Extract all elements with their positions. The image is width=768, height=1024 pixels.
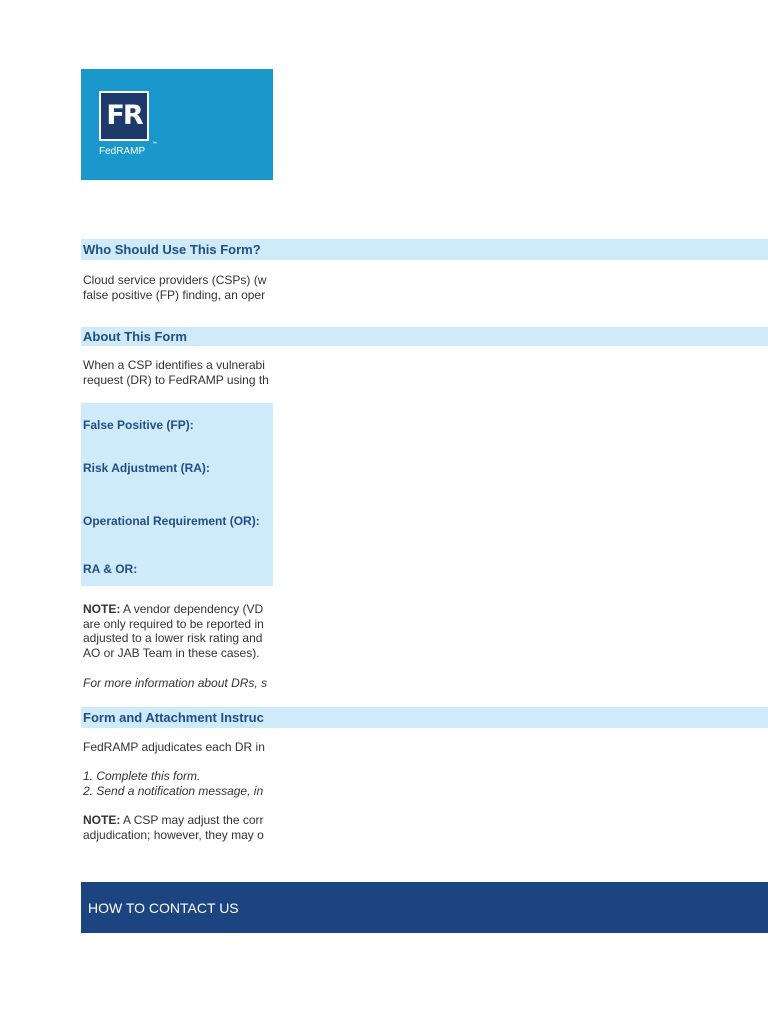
note-text: A CSP may adjust the corr: [120, 813, 264, 827]
definition-term-ra-or: RA & OR:: [83, 562, 138, 576]
how-to-contact-us-heading: HOW TO CONTACT US: [88, 899, 239, 916]
fedramp-logo-mark: FR: [99, 91, 149, 141]
about-text-line: When a CSP identifies a vulnerabi: [83, 358, 265, 372]
instructions-intro: FedRAMP adjudicates each DR in: [83, 740, 265, 754]
definition-term-fp: False Positive (FP):: [83, 418, 194, 432]
instructions-note: [83, 813, 273, 842]
instructions-steps: [83, 769, 273, 798]
vendor-dependency-note: [83, 602, 273, 660]
about-text: [83, 358, 273, 387]
contact-bar: [81, 882, 768, 933]
definitions-panel: [81, 403, 273, 586]
note-text-line: adjudication; however, they may o: [83, 827, 264, 842]
note-text-line: are only required to be reported in: [83, 616, 264, 631]
section-header-instructions: [81, 707, 768, 728]
section-title-about: About This Form: [83, 329, 187, 344]
instruction-step: 2. Send a notification message, in: [83, 783, 264, 798]
fedramp-logo: [81, 69, 273, 180]
who-text-line: false positive (FP) finding, an oper: [83, 287, 266, 302]
section-header-about: [81, 327, 768, 346]
about-text-line: request (DR) to FedRAMP using th: [83, 372, 269, 387]
note-text: A vendor dependency (VD: [120, 602, 264, 616]
definition-term-ra: Risk Adjustment (RA):: [83, 461, 210, 475]
note-label: NOTE:: [83, 602, 121, 616]
note-label: NOTE:: [83, 813, 121, 827]
instruction-step: 1. Complete this form.: [83, 769, 201, 783]
definition-term-or: Operational Requirement (OR):: [83, 514, 260, 528]
trademark-symbol: ™: [152, 141, 157, 147]
section-header-who: [81, 239, 768, 260]
section-title-who: Who Should Use This Form?: [83, 242, 261, 257]
note-text-line: adjusted to a lower risk rating and: [83, 631, 263, 645]
who-text: [83, 273, 273, 302]
fedramp-logo-name: FedRAMP: [99, 146, 146, 157]
section-title-instructions: Form and Attachment Instruc: [83, 710, 264, 725]
note-text-line: AO or JAB Team in these cases).: [83, 645, 260, 660]
more-info-text: For more information about DRs, s: [83, 676, 268, 690]
who-text-line: Cloud service providers (CSPs) (w: [83, 273, 267, 287]
